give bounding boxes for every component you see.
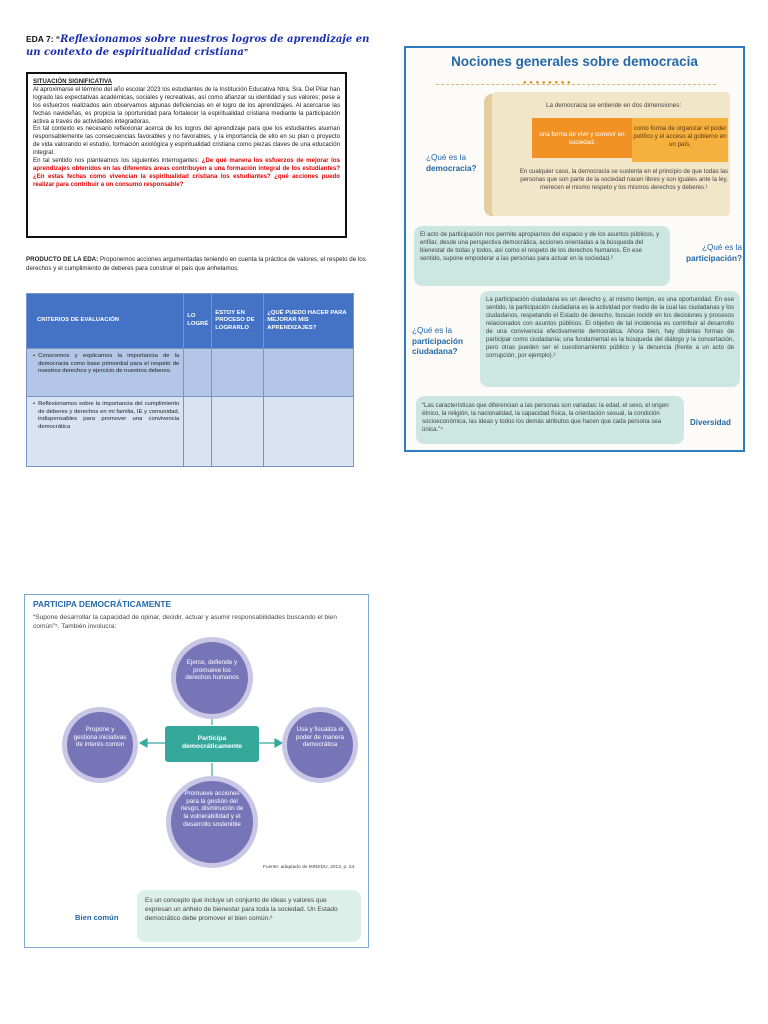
situacion-paragraph-3 [33,157,340,189]
situacion-heading: SITUACIÓN SIGNIFICATIVA [33,78,112,85]
center-label: Participa democráticamente [181,735,243,751]
situacion-questions: ¿De qué manera los esfuerzos de mejorar los aprendizajes obtenidos en las diferentes áreas contribuyen a una formación integral de los estudiantes? ¿En estas fechas como vivencian la espiritualidad cristiana los estudiantes? ¿qué acciones puedo realizar para contribuir a un consumo responsable? [33,157,340,188]
situacion-questions-lead: En tal sentido nos planteamos los siguientes interrogantes: [33,157,200,165]
lo-logre-cell[interactable] [184,397,212,467]
arrowhead-right [275,739,282,747]
en-proceso-cell[interactable] [212,349,264,397]
dimensiones-intro: La democracia se entiende en dos dimensiones: [546,102,682,109]
table-row [27,349,354,397]
bien-comun-label: Bien común [75,913,119,922]
question-ciudadana-line2: participación ciudadana? [412,336,463,356]
situacion-paragraph-1: Al aproximarse el término del año escolar 2023 los estudiantes de la Institución Educativa Ntra. Sra. Del Pilar han logrado las expectativas académicas, sociales y recreativas, así como afianzar su identidad y sus valores; pese a los esfuerzos realizados aún observamos algunas deficiencias en el logro de los aprendizajes. Al acercarse las fechas navideñas, es propicia la oportunidad para fortalecer la espiritualidad cristiana mediante la participación activa a través de actividades integradoras. [33,85,340,125]
table-row [27,397,354,467]
producto-eda [26,256,376,273]
mejorar-cell[interactable] [264,397,354,467]
divider [436,84,716,85]
header-lo-logre: LO LOGRÉ [184,294,212,349]
header-en-proceso: ESTOY EN PROCESO DE LOGRARLO [212,294,264,349]
situacion-significativa-box [26,72,347,238]
bullet: • [33,353,36,359]
node-top-text: Ejerce, defiende y promueve los derechos humanos [185,659,239,682]
node-right-text: Usa y fiscaliza el poder de manera democrática [296,726,344,749]
question-democracia [426,153,477,174]
criterios-table [26,293,354,467]
participacion-ciudadana-box: La participación ciudadana es un derecho y, al mismo tiempo, es una oportunidad. En ese sentido, la participación ciudadana es la actividad por medio de la cual las ciudadanas y los ciudadanos, respetando el Estado de derecho, buscan incidir en los decisiones y procesos relacionados con asuntos públicos. El objetivo de tal incidencia es contribuir al desarrollo de una convivencia efectivamente democrática. Ahora bien, hay distintas formas de participar como ciudadanía; una fundamental es la búsqueda del diálogo y la concertación, pero otras pueden ser el cuestionamiento público y la denuncia (frente a un acto de corrupción, por ejemplo).³ [480,291,740,387]
criterios-header-row [27,294,354,349]
participacion-box: El acto de participación nos permite apropiarnos del espacio y de los asuntos públicos, y enfilar, desde una perspectiva democrática, acciones orientadas a la búsqueda del bienestar de todas y todos, así como el respeto de los derechos humanos. En ese sentido, supone empoderar a las personas para actuar en la sociedad.² [414,226,670,286]
node-bottom-text: Promueve acciones para la gestión del riesgo, disminución de la vulnerabilidad y el desarrollo sostenible [180,790,244,828]
mejorar-cell[interactable] [264,349,354,397]
question-democracia-line2: democracia? [426,163,477,173]
diversidad-label: Diversidad [690,418,731,427]
participa-democraticamente-panel [24,594,369,948]
diversidad-quote-box: “Las características que diferencian a las personas son variadas: la edad, el sexo, el origen étnico, la religión, la nacionalidad, la capacidad física, la orientación sexual, la condición socioeconómica, las ideas y todos los demás atributos que hacen que cada persona sea única.”⁴ [416,396,684,444]
en-proceso-cell[interactable] [212,397,264,467]
criterio-cell [27,349,184,397]
participa-title: PARTICIPA DEMOCRÁTICAMENTE [33,599,172,609]
dimension-poder-box: como forma de organizar el poder político y el acceso al gobierno en un país. [632,118,728,162]
eda-close-quote: ” [243,47,249,57]
eda-title-text: Reflexionamos sobre nuestros logros de aprendizaje en un contexto de espiritualidad cristiana [26,34,370,58]
participa-intro: “Supone desarrollar la capacidad de opinar, decidir, actuar y asumir responsabilidades buscando el bien común”⁵. También involucra: [33,614,337,630]
lo-logre-cell[interactable] [184,349,212,397]
question-participacion-line1: ¿Qué es la [701,243,742,252]
criterio-text: Reflexionamos sobre la importancia del cumplimiento de deberes y derechos en mi familia, IE y comunidad, indispensables para promover una convivencia democrática [38,401,180,430]
question-ciudadana-line1: ¿Qué es la [412,326,453,335]
bullet: • [33,401,36,407]
fuente-note: Fuente: adaptado de MINEDU, 2013, p. 24. [263,865,356,870]
bien-comun-box: Es un concepto que incluye un conjunto de ideas y valores que expresan un anhelo de bienestar para toda la sociedad. Un Estado democrático debe promover el bien común.⁶ [137,890,361,942]
header-criterios: CRITERIOS DE EVALUACIÓN [27,294,184,349]
democracia-infographic [404,46,745,452]
eda-title [26,33,386,59]
node-left-text: Propone y gestiona iniciativas de interés común [73,726,127,749]
producto-label: PRODUCTO DE LA EDA: [26,256,99,263]
criterio-cell [27,397,184,467]
producto-text: Proponemos acciones argumentadas teniendo en cuenta la práctica de valores, el respeto de los derechos y el cumplimiento de deberes para construir el país que anhelamos. [26,256,366,272]
situacion-paragraph-2: En tal contexto es necesario reflexionar acerca de los logros del aprendizaje para que los estudiantes asuman responsablemente las consecuencias favorables y no favorables, y la importancia de ello en su plan o proyecto de vida valorando el estudio, formación axiológica y espiritualidad cristiana como piezas claves de una educación integral. [33,125,340,157]
header-como-mejorar: ¿QUÉ PUEDO HACER PARA MEJORAR MIS APRENDIZAJES? [264,294,354,349]
decorative-dots: ● ● ● ● ● ● ● ● [523,80,572,86]
question-participacion [662,243,742,264]
eda-label: EDA 7: “ [26,34,61,44]
democracia-title: Nociones generales sobre democracia [451,54,698,69]
criterio-text: Conocemos y explicamos la importancia de la democracia como base primordial para el respeto de nuestros derechos y ejercicio de nuestros deberes. [38,353,180,375]
democracia-principio: En cualquier caso, la democracia se sustenta en el principio de que todas las personas que son parte de la sociedad nacen libres y son iguales ante la ley, merecen el mismo respeto y los mismos derechos y deberes.¹ [519,168,729,191]
question-democracia-line1: ¿Qué es la [426,153,467,162]
arrowhead-left [140,739,147,747]
dimension-convivir-box: una forma de vivir y convivir en sociedad. [532,118,632,158]
question-participacion-ciudadana [412,326,478,358]
question-participacion-line2: participación? [686,253,742,263]
